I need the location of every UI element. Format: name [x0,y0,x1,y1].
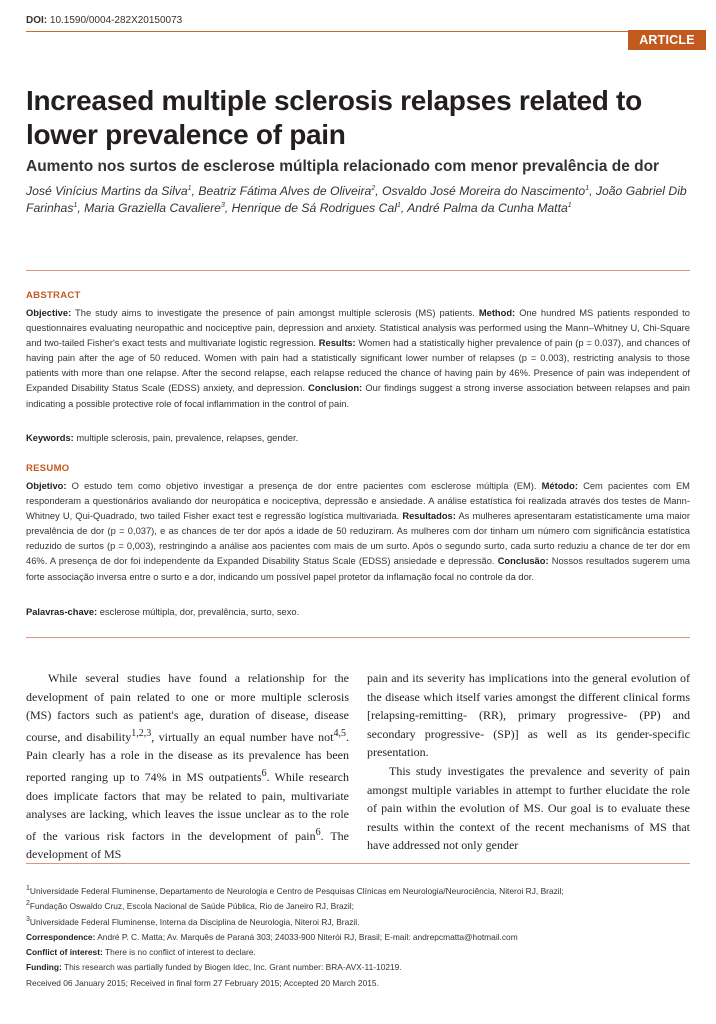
body-text: While several studies have found a relationship for the development of pain related to one or more multiple sclerosis (MS) factors such as patient's age, duration of disease, disease course, and disability [26,671,349,744]
author-affiliation: 1 [567,201,572,209]
abstract-results-label: Results: [318,338,356,349]
citation-ref[interactable]: 6 [261,767,267,779]
doi-line [26,15,182,26]
author-affiliation: 1 [396,201,401,209]
header-rule [26,31,628,32]
correspondence-label: Correspondence: [26,931,96,942]
author-name: Beatriz Fátima Alves de Oliveira [198,184,372,198]
author-name: José Vinícius Martins da Silva [26,184,188,198]
author-name: Osvaldo José Moreira do Nascimento [382,184,586,198]
resumo-resultados: As mulheres apresentaram estatisticamente uma maior prevalência de dor (p = 0,037), e as chances de ter dor após a idade de 50 reduziram. As mulheres com dor tinham um número com significância estatística reduzido de surtos (p = 0,003), restringindo a análise aos pacientes com mais de um surto. Após o segundo surto, cada surto reduziu a chance de ter dor em 46%. A presença de dor foi independente da Expanded Disability Status Scale (EDSS) ansiedade e depressão. [26,511,690,567]
abstract-body [26,306,690,412]
footnotes [26,884,690,991]
affiliation-note [26,915,690,930]
resumo-metodo: Cem pacientes com EM responderam a questionários avaliando dor neuropática e nociceptiva, depressão e ansiedade. A análise estatística foi realizada através dos testes de Mann-Whitney U, Qui-Quadrado, two tailed Fisher exact test e regressão logística multivariada. [26,481,690,522]
resumo-body [26,479,690,585]
resumo-objetivo-label: Objetivo: [26,481,67,491]
author-name: André Palma da Cunha Matta [407,201,568,215]
body-text: . Pain clearly has a role in the disease as its prevalence has been reported ranging up to 74% in MS outpatients [26,729,349,784]
author-affiliation: 1 [585,184,590,192]
abstract-method-label: Method: [478,308,516,318]
body-column-left [26,669,349,864]
article-subtitle: Aumento nos surtos de esclerose múltipla relacionado com menor prevalência de dor [26,158,660,175]
body-paragraph: This study investigates the prevalence and severity of pain amongst multiple variables in attempt to further elucidate the role of pain within the evolution of MS. Our goal is to evaluate these results within the context of the recent mechanisms of MS that have addressed not only gender [367,763,690,853]
correspondence-text[interactable]: André P. C. Matta; Av. Marquês de Paraná 303; 24033-900 Niterói RJ, Brasil; E-mail: andrepcmatta@hotmail.com [97,931,518,942]
affiliation-text: Universidade Federal Fluminense, Interna da Disciplina de Neurologia, Niteroi RJ, Brazil. [29,916,360,927]
body-paragraph [26,669,349,864]
author-list: José Vinícius Martins da Silva$^1$, Beatriz Fátima Alves de Oliveira$^2$, Osvaldo José Moreira do Nascimento$^1$, João Gabriel Dib Farinhas$^1$, Maria Graziella Cavaliere$^3$, Henrique de Sá Rodrigues Cal$^1$, André Palma da Cunha Matta$^1$ [26,184,687,215]
author-name: João Gabriel Dib Farinhas [26,184,687,215]
conflict-note [26,945,690,960]
body-text: , virtually an equal number have not [151,729,334,744]
body-text: . The development of MS [26,828,349,862]
resumo-metodo-label: Método: [541,481,578,491]
section-divider [26,270,690,271]
resumo-conclusao-label: Conclusão: [497,556,549,567]
conflict-text: There is no conflict of interest to declare. [104,947,256,958]
body-paragraph: pain and its severity has implications into the general evolution of the disease which itself varies amongst the different clinical forms [relapsing-remitting- (RR), primary progressive- (PP) and secondary progressive- (SP)] as well as its gender-specific presentation. [367,671,690,760]
author-name: Maria Graziella Cavaliere [84,201,221,215]
abstract-objective: The study aims to investigate the presence of pain amongst multiple sclerosis (MS) patients. [75,308,475,318]
author-affiliation: 2 [371,184,376,192]
author-name: Henrique de Sá Rodrigues Cal [231,201,397,215]
received-dates: Received 06 January 2015; Received in final form 27 February 2015; Accepted 20 March 2015. [26,977,379,988]
conflict-label: Conflict of interest: [26,947,103,958]
resumo-objetivo: O estudo tem como objetivo investigar a presença de dor entre pacientes com esclerose múltipla (EM). [71,481,537,491]
doi-value[interactable]: 10.1590/0004-282X20150073 [49,15,183,26]
article-type-badge: ARTICLE [628,30,706,50]
citation-ref[interactable]: 6 [315,826,321,838]
affiliation-note [26,884,690,899]
body-column-right [367,669,690,855]
palavras-chave-label: Palavras-chave: [26,607,98,617]
resumo-heading: RESUMO [26,463,70,474]
keywords-label: Keywords: [26,433,74,443]
abstract-heading: ABSTRACT [26,290,81,301]
affiliation-text: Fundação Oswaldo Cruz, Escola Nacional de Saúde Pública, Rio de Janeiro RJ, Brazil; [29,901,354,912]
abstract-keywords [26,433,690,443]
author-affiliation: 1 [187,184,192,192]
affiliation-number: 2 [26,900,30,908]
correspondence-note [26,930,690,945]
abstract-conclusion: Our findings suggest a strong inverse association between relapses and pain indicating a possible protective role of focal inflammation in the control of pain. [26,383,690,409]
resumo-resultados-label: Resultados: [402,511,456,522]
affiliation-number: 3 [26,915,30,923]
funding-note [26,960,690,975]
author-affiliation: 3 [220,201,225,209]
abstract-objective-label: Objective: [26,308,72,318]
footnote-divider [26,863,690,864]
article-title: Increased multiple sclerosis relapses related to lower prevalence of pain [26,85,642,150]
resumo-keywords [26,607,690,617]
funding-label: Funding: [26,962,62,973]
citation-ref[interactable]: 4,5 [333,727,346,739]
body-text: . While research does implicate factors that may be related to pain, multivariate analyses are lacking, which leaves the issue unclear as to the role of the various risk factors in the development of pain [26,769,349,843]
abstract-method: One hundred MS patients responded to questionnaires evaluating neuropathic and nociceptive pain, depression and anxiety. Statistical analysis was performed using the Mann–Whitney U, Chi-Square and two-tailed Fisher's exact tests and multivariate logistic regression. [26,308,690,349]
citation-ref[interactable]: 1,2,3 [131,727,152,739]
funding-text: This research was partially funded by Biogen Idec, Inc. Grant number: BRA-AVX-11-10219. [64,962,402,973]
doi-label: DOI: [26,15,48,26]
affiliation-text: Universidade Federal Fluminense, Departamento de Neurologia e Centro de Pesquisas Clínicas em Neurologia/Neurociência, Niteroi RJ, Brazil; [29,886,564,896]
keywords-list: multiple sclerosis, pain, prevalence, relapses, gender. [76,433,299,443]
abstract-results: Women had a statistically higher prevalence of pain (p = 0.037), and chances of having pain after the age of 50 reduced. Women with pain had a statistically significant lower number of relapses (p = 0.003), restricting analysis to those patients with more than one relapse. After the second relapse, each relapse reduced the chance of having pain by 46%. Presence of pain was independent of Expanded Disability Status Scale (EDSS) anxiety, and depression. [26,338,690,394]
affiliation-note [26,899,690,914]
section-divider [26,637,690,638]
resumo-conclusao: Nossos resultados sugerem uma forte associação inversa entre o surto e a dor, indicando um possível papel protetor da inflamação focal no controle da dor. [26,556,690,582]
abstract-conclusion-label: Conclusion: [308,383,363,394]
author-affiliation: 1 [73,201,78,209]
palavras-chave-list: esclerose múltipla, dor, prevalência, surto, sexo. [99,607,300,617]
affiliation-number: 1 [26,885,30,893]
